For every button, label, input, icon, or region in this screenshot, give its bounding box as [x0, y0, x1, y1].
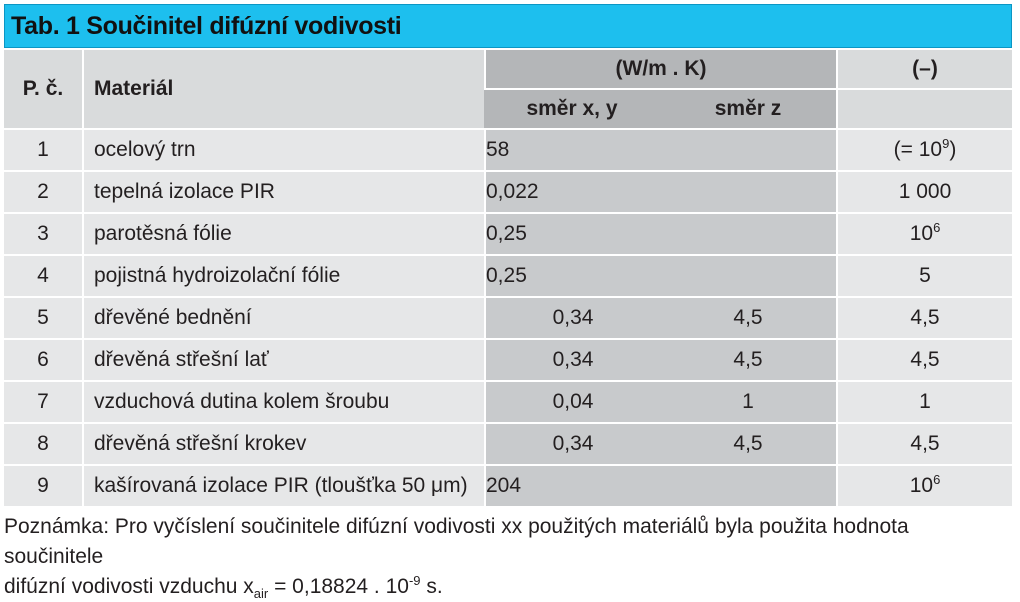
row-material: ocelový trn [82, 128, 484, 170]
ratio-tail: ) [949, 138, 957, 161]
table-row [4, 380, 1012, 422]
header-no: P. č. [4, 48, 82, 128]
row-conductivity: 0,25 [484, 254, 836, 296]
ratio-base: 4,5 [910, 432, 940, 455]
row-material: parotěsná fólie [82, 212, 484, 254]
row-conductivity: 204 [484, 464, 836, 506]
footnote-text-c: s. [420, 575, 443, 598]
row-material: dřevěná střešní krokev [82, 422, 484, 464]
row-conductivity-xy: 0,34 [484, 422, 660, 464]
footnote-line-2 [4, 572, 1012, 602]
ratio-base: 10 [909, 474, 934, 497]
row-ratio [836, 170, 1012, 212]
footnote-superscript: -9 [408, 573, 421, 588]
table-row [4, 338, 1012, 380]
row-material: kašírovaná izolace PIR (tloušťka 50 μm) [82, 464, 484, 506]
header-ratio: (–) [836, 48, 1012, 88]
table-row [4, 170, 1012, 212]
row-number: 3 [4, 212, 82, 254]
row-ratio [836, 212, 1012, 254]
row-ratio [836, 464, 1012, 506]
diffusion-conductivity-table [4, 48, 1012, 506]
header-unit: (W/m . K) [484, 48, 836, 88]
header-ratio-blank [836, 88, 1012, 128]
table-row [4, 128, 1012, 170]
row-ratio [836, 296, 1012, 338]
ratio-base: (= 10 [893, 138, 943, 161]
table-title: Tab. 1 Součinitel difúzní vodivosti [4, 4, 1012, 48]
header-dir-z: směr z [660, 88, 836, 128]
table-row [4, 296, 1012, 338]
ratio-base: 1 [919, 390, 931, 413]
table-container [4, 4, 1012, 602]
footnote-line-1: Poznámka: Pro vyčíslení součinitele difúzní vodivosti xx použitých materiálů byla použita hodnota součinitele [4, 515, 909, 568]
ratio-base: 10 [909, 222, 934, 245]
row-number: 8 [4, 422, 82, 464]
row-conductivity: 58 [484, 128, 836, 170]
footnote [4, 512, 1012, 602]
row-conductivity-xy: 0,34 [484, 296, 660, 338]
row-conductivity-xy: 0,04 [484, 380, 660, 422]
row-conductivity-z: 4,5 [660, 422, 836, 464]
row-number: 2 [4, 170, 82, 212]
header-material: Materiál [82, 48, 484, 128]
header-dir-xy: směr x, y [484, 88, 660, 128]
row-number: 1 [4, 128, 82, 170]
table-row [4, 212, 1012, 254]
row-conductivity: 0,25 [484, 212, 836, 254]
header-row-1 [4, 48, 1012, 88]
row-material: dřevěné bednění [82, 296, 484, 338]
row-number: 6 [4, 338, 82, 380]
ratio-exponent: 6 [933, 472, 941, 487]
ratio-exponent: 6 [933, 220, 941, 235]
table-row [4, 422, 1012, 464]
table-row [4, 464, 1012, 506]
footnote-subscript: air [253, 586, 269, 602]
row-ratio [836, 338, 1012, 380]
ratio-base: 1 000 [898, 180, 952, 203]
footnote-text-b: = 0,18824 . 10 [268, 575, 409, 598]
ratio-base: 4,5 [910, 306, 940, 329]
row-ratio [836, 128, 1012, 170]
row-number: 4 [4, 254, 82, 296]
row-ratio [836, 422, 1012, 464]
row-conductivity-z: 4,5 [660, 338, 836, 380]
ratio-exponent: 9 [942, 136, 950, 151]
row-conductivity-xy: 0,34 [484, 338, 660, 380]
row-number: 7 [4, 380, 82, 422]
table-body [4, 128, 1012, 506]
table-row [4, 254, 1012, 296]
row-material: vzduchová dutina kolem šroubu [82, 380, 484, 422]
row-conductivity-z: 1 [660, 380, 836, 422]
row-material: pojistná hydroizolační fólie [82, 254, 484, 296]
row-conductivity-z: 4,5 [660, 296, 836, 338]
ratio-base: 4,5 [910, 348, 940, 371]
ratio-base: 5 [919, 264, 931, 287]
row-material: tepelná izolace PIR [82, 170, 484, 212]
row-conductivity: 0,022 [484, 170, 836, 212]
row-number: 5 [4, 296, 82, 338]
row-material: dřevěná střešní lať [82, 338, 484, 380]
row-number: 9 [4, 464, 82, 506]
row-ratio [836, 254, 1012, 296]
footnote-text-a: difúzní vodivosti vzduchu x [4, 575, 254, 598]
row-ratio [836, 380, 1012, 422]
